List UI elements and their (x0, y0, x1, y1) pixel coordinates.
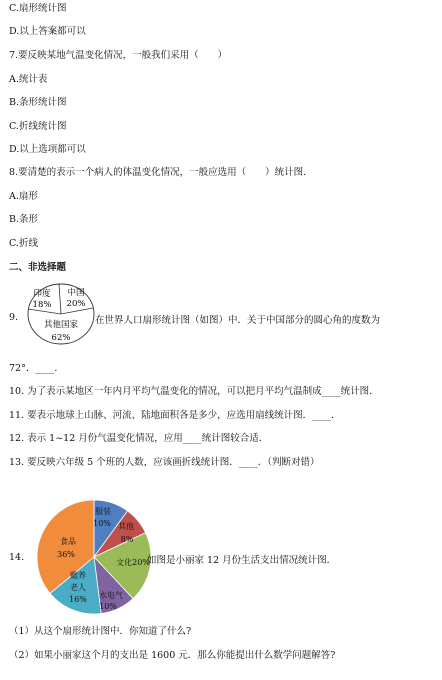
question-11: 11. 要表示地球上山脉、河流、陆地面积各是多少，应选用扇线统计图．____． (9, 410, 341, 421)
label-elder-line1: 赡养 (70, 571, 86, 580)
expense-pie-chart (35, 498, 153, 616)
label-elder-line2: 老人 (70, 583, 86, 592)
section-heading: 二、非选择题 (9, 262, 67, 273)
option-c-line: C.折线统计图 (9, 121, 67, 132)
question-7: 7.要反映某地气温变化情况，一般我们采用（ ） (9, 50, 228, 61)
label-culture: 文化20% (116, 558, 150, 567)
question-9 (9, 283, 439, 345)
question-9-number: 9. (9, 312, 19, 323)
label-china-pct: 20% (66, 299, 86, 309)
label-utility-pct: 10% (99, 602, 117, 611)
label-food-pct: 36% (57, 550, 75, 559)
label-other-exp-pct: 8% (120, 535, 134, 544)
label-clothing-pct: 10% (93, 519, 111, 528)
option-d-all: D.以上答案都可以 (9, 26, 86, 37)
question-10: 10. 为了表示某地区一年内月平均气温变化的情况，可以把月平均气温制成____统计图. (9, 386, 373, 397)
option-c-broken-line: C.折线 (9, 238, 38, 249)
world-population-pie (26, 283, 96, 345)
label-elder-pct: 16% (69, 595, 87, 604)
label-other-exp: 其他 (118, 522, 134, 531)
question-9-text: 在世界人口扇形统计图（如图）中．关于中国部分的圆心角的度数为 (95, 315, 381, 326)
option-c-pie: C.扇形统计图 (9, 3, 67, 14)
label-utility: 水电气 (99, 591, 123, 600)
option-d-all: D.以上选项都可以 (9, 144, 86, 155)
option-b-bar: B.条形 (9, 214, 39, 225)
question-13: 13. 要反映六年级 5 个班的人数，应该画折线统计图．____．（判断对错） (9, 457, 320, 468)
option-a-table: A.统计表 (9, 74, 48, 85)
option-b-bar: B.条形统计图 (9, 97, 67, 108)
question-14-number: 14. (9, 552, 25, 563)
label-india: 印度 (33, 289, 51, 299)
question-12: 12. 表示 1~12 月份气温变化情况，应用____统计图较合适． (9, 433, 269, 444)
label-other-pct: 62% (51, 333, 71, 343)
option-a-fan: A.扇形 (9, 191, 38, 202)
question-14-part-1: （1）从这个扇形统计图中．你知道了什么? (9, 626, 192, 637)
question-14-part-2: （2）如果小丽家这个月的支出是 1600 元．那么你能提出什么数学问题解答? (9, 650, 336, 661)
label-india-pct: 18% (32, 300, 52, 310)
question-8: 8.要清楚的表示一个病人的体温变化情况，一般应选用（ ）统计图. (9, 167, 307, 178)
label-clothing: 服装 (95, 507, 111, 516)
question-9-answer: 72°．____． (9, 363, 64, 374)
label-china: 中国 (67, 288, 85, 298)
label-other: 其他国家 (43, 320, 79, 330)
label-food: 食品 (60, 537, 76, 546)
question-14-text: 如图是小丽家 12 月份生活支出情况统计图． (147, 555, 337, 566)
question-14 (9, 498, 439, 618)
